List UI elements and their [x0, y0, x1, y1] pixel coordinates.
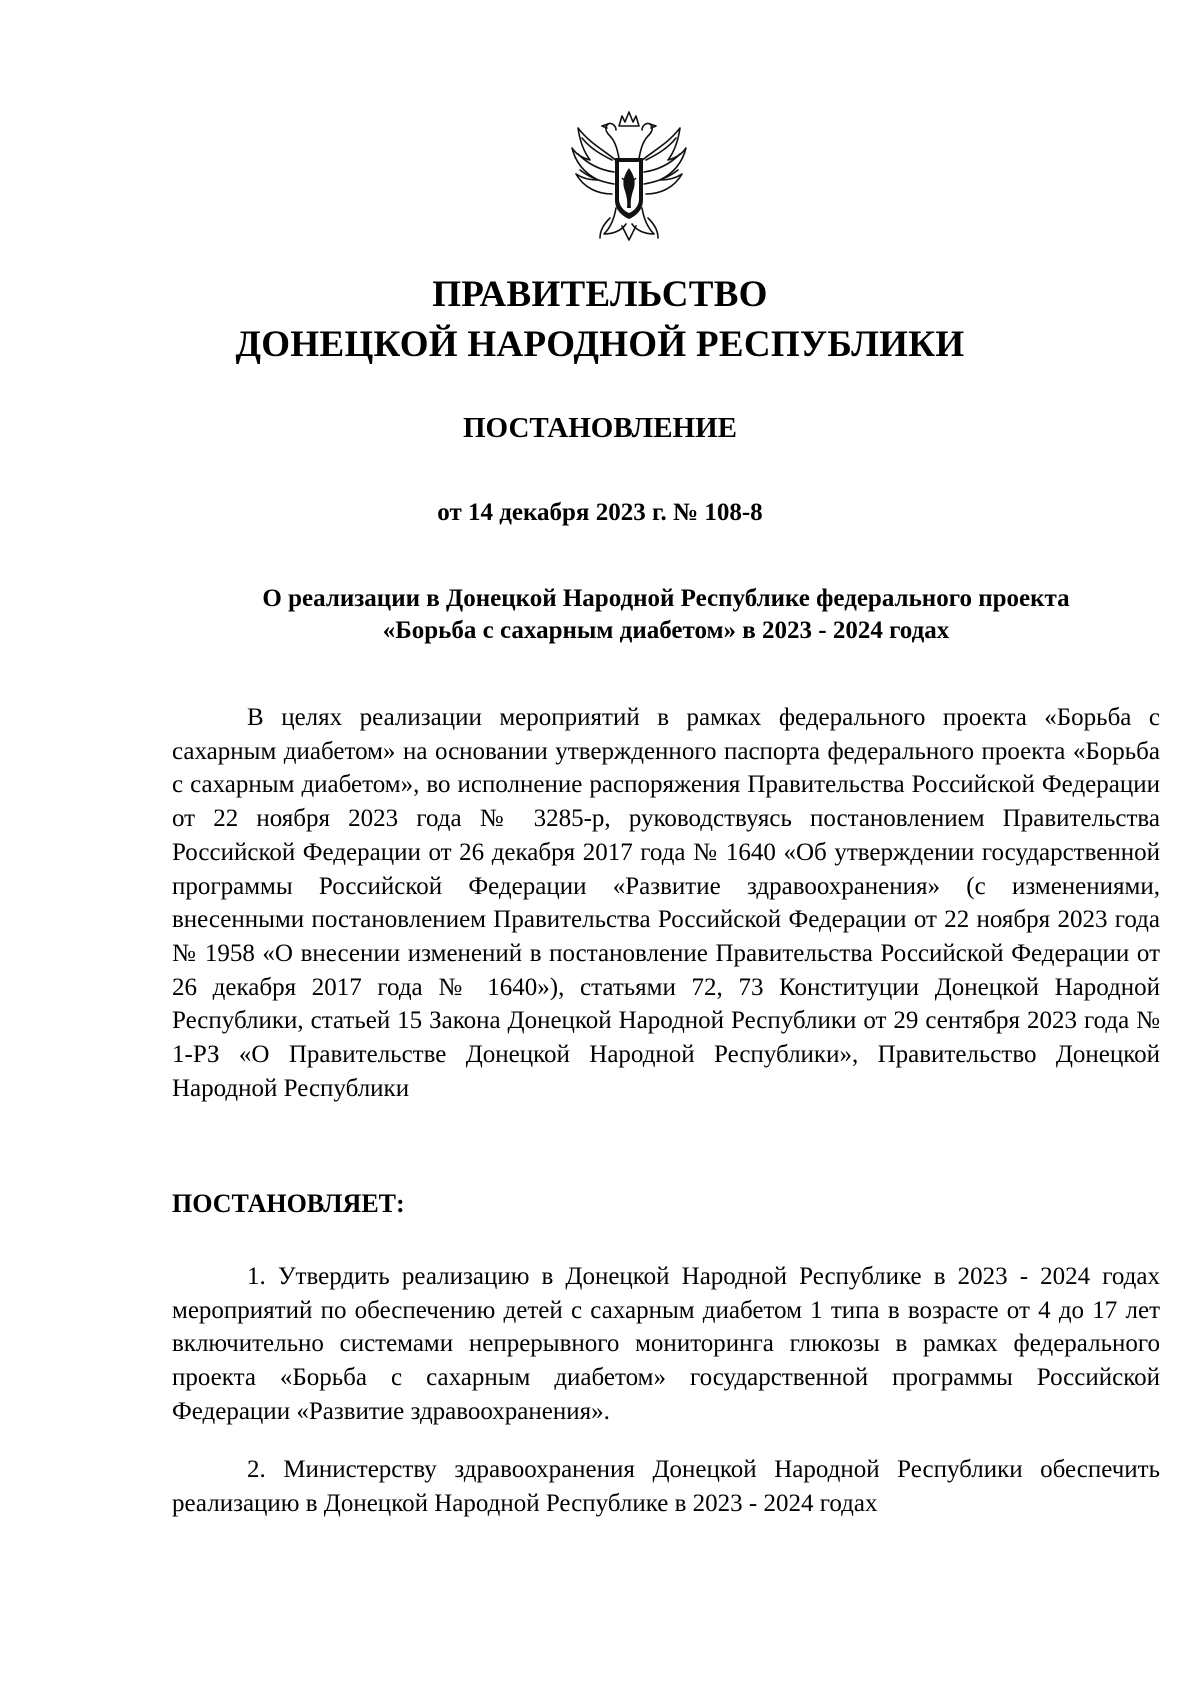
government-title — [0, 270, 1200, 370]
resolution-item-2: 2. Министерству здравоохранения Донецкой Народной Республики обеспечить реализацию в Донецкой Народной Республике в 2023 - 2024 годах — [172, 1456, 1160, 1517]
preamble-paragraph: В целях реализации мероприятий в рамках федерального проекта «Борьба с сахарным диабетом» на основании утвержденного паспорта федерального проекта «Борьба с сахарным диабетом», во исполнение распоряжения Правительства Российской Федерации от 22 ноября 2023 года № 3285-р, руководствуясь постановлением Правительства Российской Федерации от 26 декабря 2017 года № 1640 «Об утверждении государственной программы Российской Федерации «Развитие здравоохранения» (с изменениями, внесенными постановлением Правительства Российской Федерации от 22 ноября 2023 года № 1958 «О внесении изменений в постановление Правительства Российской Федерации от 26 декабря 2017 года № 1640»), статьями 72, 73 Конституции Донецкой Народной Республики, статьей 15 Закона Донецкой Народной Республики от 29 сентября 2023 года № 1-РЗ «О Правительстве Донецкой Народной Республики», Правительство Донецкой Народной Республики — [172, 704, 1160, 1102]
double-headed-eagle-emblem-icon — [570, 108, 688, 248]
resolution-item-1: 1. Утвердить реализацию в Донецкой Народной Республике в 2023 - 2024 годах мероприятий по обеспечению детей с сахарным диабетом 1 типа в возрасте от 4 до 17 лет включительно системами непрерывного мониторинга глюкозы в рамках федерального проекта «Борьба с сахарным диабетом» государственной программы Российской Федерации «Развитие здравоохранения». — [172, 1263, 1160, 1425]
document-type: ПОСТАНОВЛЕНИЕ — [462, 412, 737, 444]
document-subject-line1: О реализации в Донецкой Народной Республике федерального проекта — [262, 585, 1070, 612]
document-subject — [172, 583, 1160, 647]
government-title-line2: ДОНЕЦКОЙ НАРОДНОЙ РЕСПУБЛИКИ — [235, 324, 965, 365]
government-title-line1: ПРАВИТЕЛЬСТВО — [432, 274, 768, 315]
document-subject-line2: «Борьба с сахарным диабетом» в 2023 - 2024 годах — [382, 617, 950, 644]
document-date-number: от 14 декабря 2023 г. № 108-8 — [437, 499, 763, 526]
resolves-heading: ПОСТАНОВЛЯЕТ: — [172, 1189, 405, 1218]
